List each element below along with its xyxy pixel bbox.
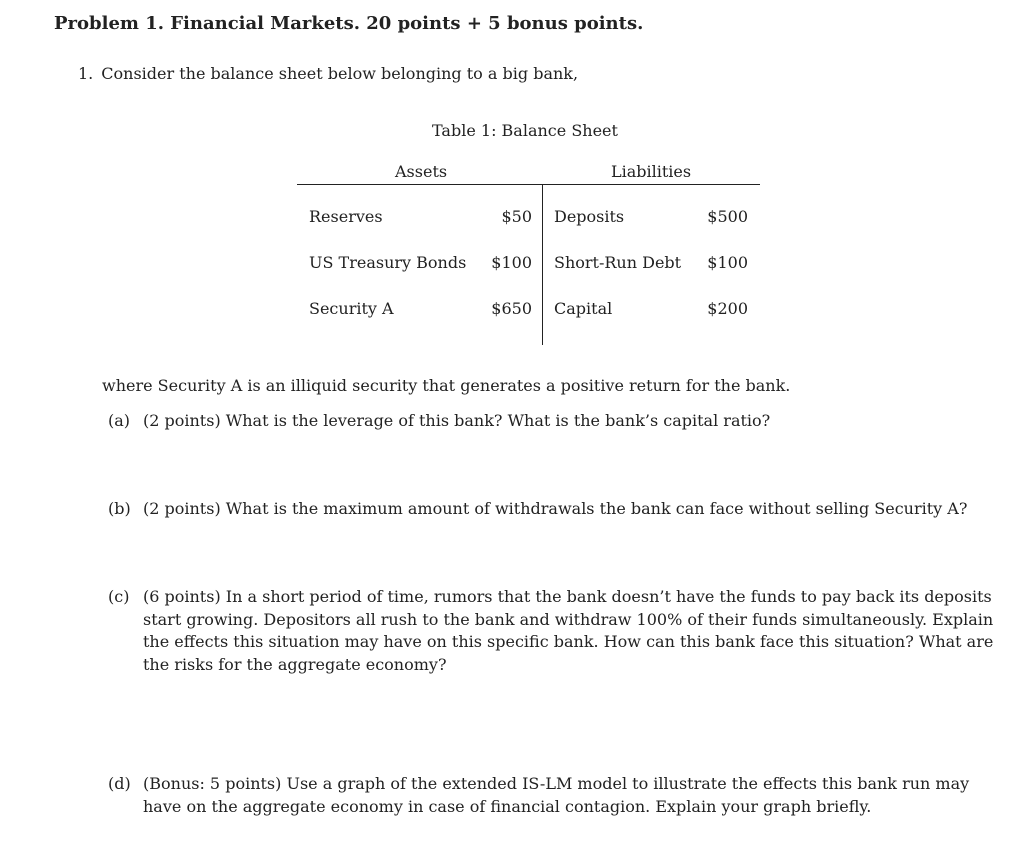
part-text: (2 points) What is the leverage of this bank? What is the bank’s capital ratio? [143,411,771,430]
liability-name: Short-Run Debt [554,253,682,272]
security-description: where Security A is an illiquid security that generates a positive return for the bank. [102,376,791,395]
question-text: Consider the balance sheet below belonging to a big bank, [101,64,579,83]
part-label: (c) [108,587,130,606]
liabilities-header: Liabilities [611,162,692,181]
liability-name: Deposits [554,207,625,226]
table-header-rule [297,184,760,185]
part-label: (a) [108,411,131,430]
liability-amount: $100 [707,253,748,272]
asset-name: Reserves [309,207,383,226]
question-number: 1. [78,64,94,83]
asset-name: Security A [309,299,394,318]
part-d [108,773,1008,818]
asset-amount: $50 [501,207,532,226]
part-label: (d) [108,774,131,793]
asset-amount: $100 [491,253,532,272]
table-divider [542,185,543,345]
part-text: (6 points) In a short period of time, rumors that the bank doesn’t have the funds to pay back its deposits start growing. Depositors all rush to the bank and withdraw 100% of their funds simultaneously. Explain the effects this situation may have on this specific bank. How can this bank face this situation? What are the risks for the aggregate economy? [143,587,994,674]
question-1 [78,64,578,83]
liability-name: Capital [554,299,613,318]
assets-header: Assets [395,162,448,181]
problem-title: Problem 1. Financial Markets. 20 points + 5 bonus points. [54,13,644,34]
part-a [108,410,1008,433]
liability-amount: $200 [707,299,748,318]
part-label: (b) [108,499,131,518]
part-b [108,498,1008,521]
liability-amount: $500 [707,207,748,226]
part-text: (Bonus: 5 points) Use a graph of the extended IS-LM model to illustrate the effects this bank run may have on the aggregate economy in case of financial contagion. Explain your graph briefly. [143,774,970,816]
part-text: (2 points) What is the maximum amount of withdrawals the bank can face without selling Security A? [143,499,968,518]
asset-name: US Treasury Bonds [309,253,467,272]
asset-amount: $650 [491,299,532,318]
table-caption: Table 1: Balance Sheet [432,121,618,140]
part-c [108,586,1008,676]
